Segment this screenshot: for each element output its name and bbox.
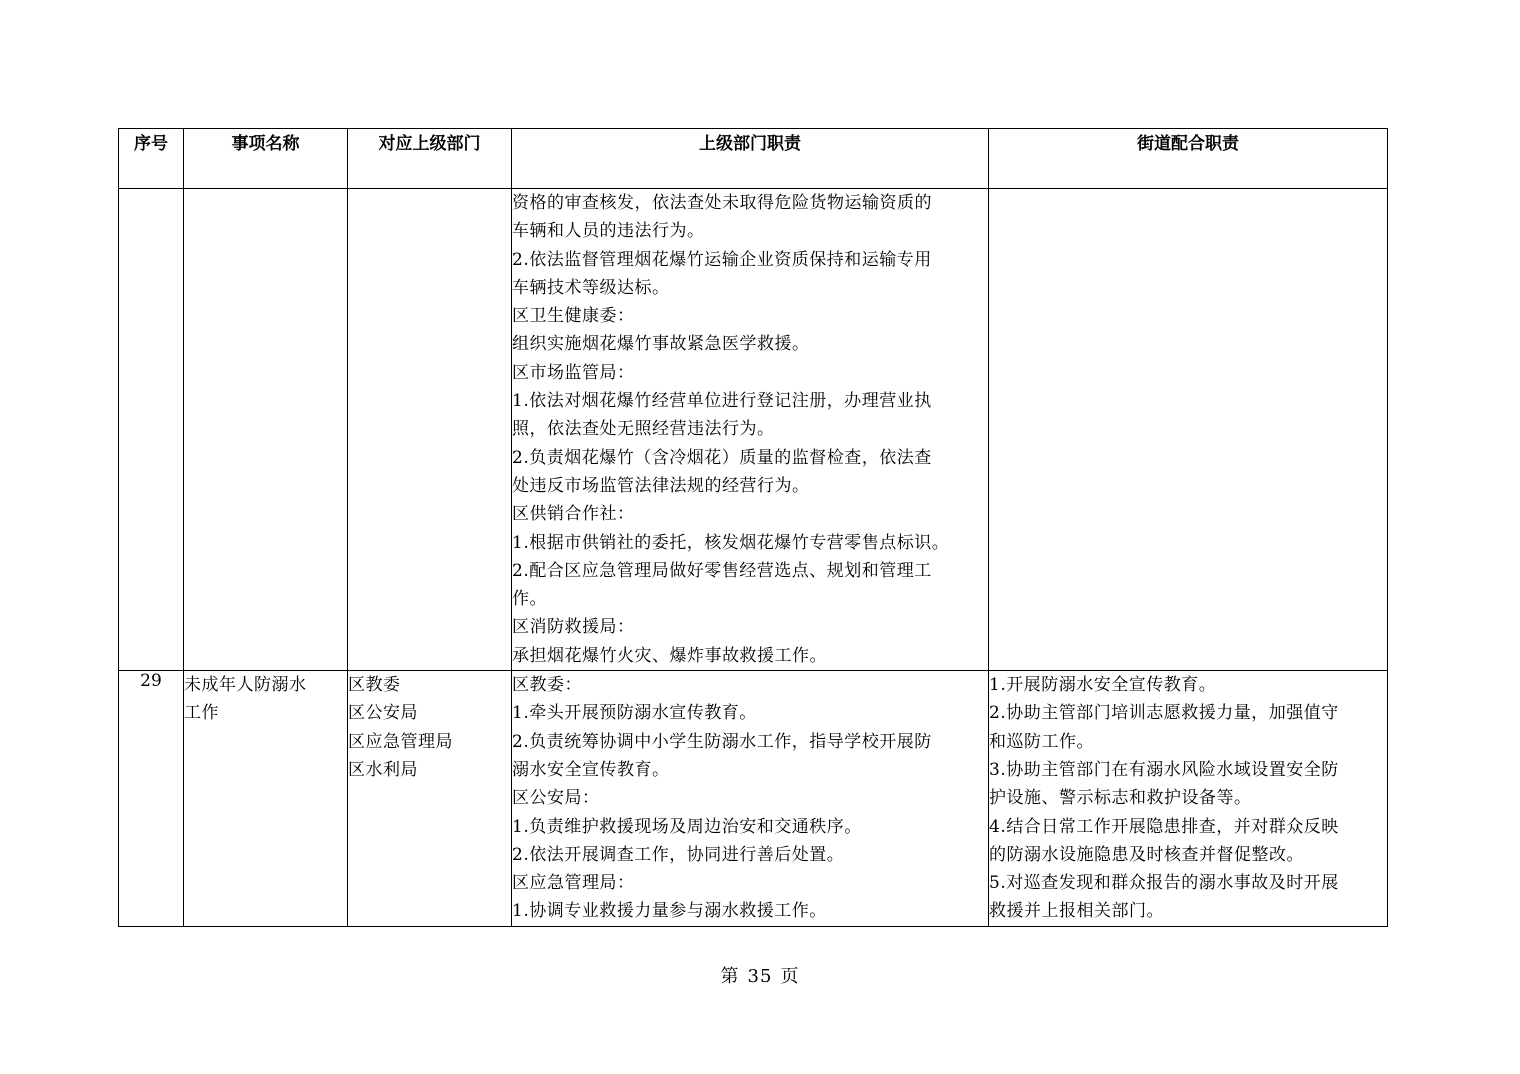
duty-line: 1.牵头开展预防溺水宣传教育。 xyxy=(512,703,757,724)
departments-cell xyxy=(348,671,512,927)
duty-line: 2.依法监督管理烟花爆竹运输企业资质保持和运输专用 xyxy=(512,249,932,270)
street-duty-line: 3.协助主管部门在有溺水风险水域设置安全防 xyxy=(989,759,1339,780)
footer-suffix: 页 xyxy=(780,966,800,987)
table-row xyxy=(119,189,1388,671)
duty-line: 区市场监管局： xyxy=(512,362,635,383)
header-row xyxy=(119,129,1388,189)
street-duty-line: 和巡防工作。 xyxy=(989,731,1094,752)
duty-line: 车辆技术等级达标。 xyxy=(512,277,670,298)
duty-line: 照，依法查处无照经营违法行为。 xyxy=(512,419,775,440)
duty-table xyxy=(118,128,1388,927)
item-name-line: 未成年人防溺水 xyxy=(184,675,307,696)
duty-line: 区公安局： xyxy=(512,788,600,809)
street-duty-line: 2.协助主管部门培训志愿救援力量，加强值守 xyxy=(989,703,1339,724)
dept-duties-cell xyxy=(512,671,989,927)
table-row xyxy=(119,671,1388,927)
seq-cell xyxy=(119,189,184,671)
street-duty-line: 的防溺水设施隐患及时核查并督促整改。 xyxy=(989,844,1304,865)
street-duty-line: 1.开展防溺水安全宣传教育。 xyxy=(989,675,1217,696)
street-duty-line: 5.对巡查发现和群众报告的溺水事故及时开展 xyxy=(989,873,1339,894)
street-duty-line: 救援并上报相关部门。 xyxy=(989,901,1164,922)
department-line: 区水利局 xyxy=(348,759,418,780)
duty-line: 资格的审查核发，依法查处未取得危险货物运输资质的 xyxy=(512,193,932,213)
street-duties-cell xyxy=(989,671,1388,927)
street-duty-line: 4.结合日常工作开展隐患排查，并对群众反映 xyxy=(989,816,1339,837)
duty-line: 车辆和人员的违法行为。 xyxy=(512,221,705,242)
duty-line: 溺水安全宣传教育。 xyxy=(512,759,670,780)
street-duty-line: 护设施、警示标志和救护设备等。 xyxy=(989,788,1252,809)
departments-cell xyxy=(348,189,512,671)
duty-line: 承担烟花爆竹火灾、爆炸事故救援工作。 xyxy=(512,645,827,666)
duty-line: 2.负责烟花爆竹（含冷烟花）质量的监督检查，依法查 xyxy=(512,447,932,468)
duty-line: 组织实施烟花爆竹事故紧急医学救援。 xyxy=(512,334,810,355)
footer-prefix: 第 xyxy=(720,966,740,987)
duty-line: 1.依法对烟花爆竹经营单位进行登记注册，办理营业执 xyxy=(512,391,932,412)
duty-line: 区卫生健康委： xyxy=(512,306,635,327)
seq-cell: 29 xyxy=(119,671,184,927)
department-line: 区公安局 xyxy=(348,703,418,724)
duty-line: 区供销合作社： xyxy=(512,504,635,525)
duty-line: 2.依法开展调查工作，协同进行善后处置。 xyxy=(512,844,845,865)
duty-line: 1.根据市供销社的委托，核发烟花爆竹专营零售点标识。 xyxy=(512,532,950,553)
duty-line: 区应急管理局： xyxy=(512,873,635,894)
page-footer xyxy=(0,962,1520,988)
header-seq: 序号 xyxy=(119,129,184,189)
street-duties-cell xyxy=(989,189,1388,671)
dept-duties-cell xyxy=(512,189,989,671)
duty-line: 作。 xyxy=(512,589,547,610)
duty-line: 处违反市场监管法律法规的经营行为。 xyxy=(512,475,810,496)
header-departments: 对应上级部门 xyxy=(348,129,512,189)
duty-line: 2.负责统筹协调中小学生防溺水工作，指导学校开展防 xyxy=(512,731,932,752)
duty-line: 区教委： xyxy=(512,675,582,696)
item-name-cell xyxy=(184,671,348,927)
header-street-duties: 街道配合职责 xyxy=(989,129,1388,189)
department-line: 区应急管理局 xyxy=(348,731,453,752)
item-name-cell xyxy=(184,189,348,671)
duty-line: 1.负责维护救援现场及周边治安和交通秩序。 xyxy=(512,816,862,837)
duty-line: 2.配合区应急管理局做好零售经营选点、规划和管理工 xyxy=(512,560,932,581)
header-dept-duties: 上级部门职责 xyxy=(512,129,989,189)
header-item-name: 事项名称 xyxy=(184,129,348,189)
department-line: 区教委 xyxy=(348,675,401,696)
item-name-line: 工作 xyxy=(184,703,219,724)
duty-line: 区消防救援局： xyxy=(512,617,635,638)
duty-line: 1.协调专业救援力量参与溺水救援工作。 xyxy=(512,901,827,922)
page-number: 35 xyxy=(747,966,773,987)
